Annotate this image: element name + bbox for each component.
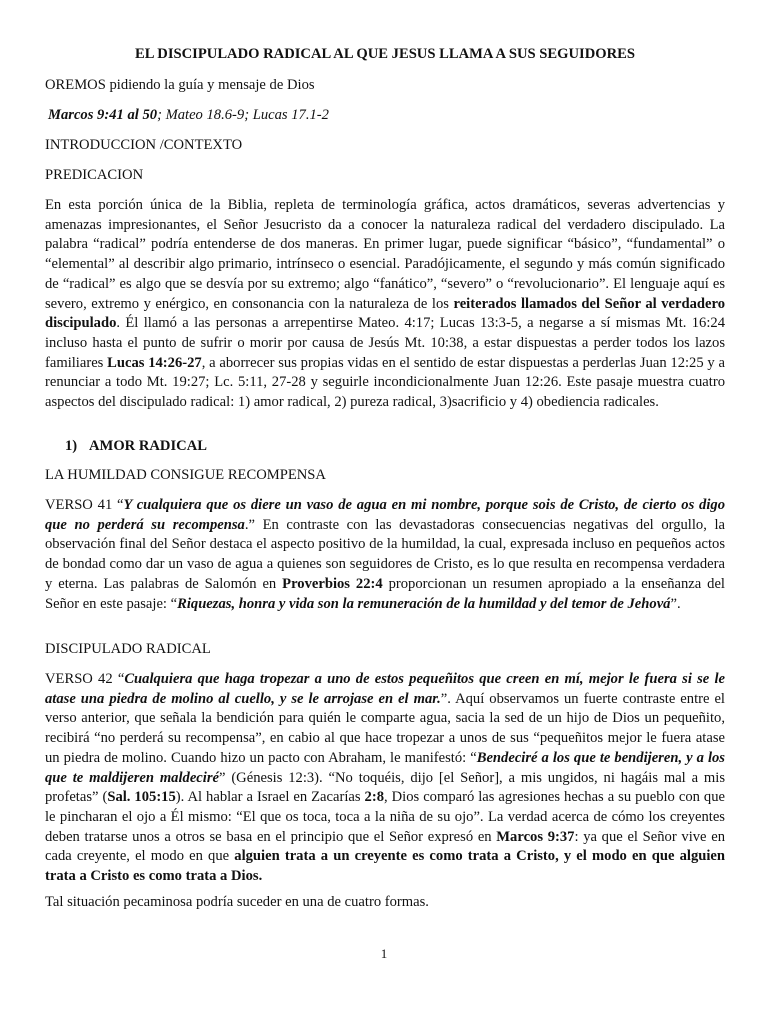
v42-text-3: ). Al hablar a Israel en Zacarías xyxy=(175,789,365,806)
closing-line: Tal situación pecaminosa podría suceder en una de cuatro formas. xyxy=(45,894,429,910)
intro-text-2: . Él llamó a las personas a arrepentirse Mateo. 4:17; Lucas 13:3-5, a negarse a sí mismas Mt. 16:24 incluso hasta el punto de sufrir o morir por causa de Jesús Mt. 10:38, a estar dispuestas a perder todos los lazos familiares xyxy=(45,315,725,371)
v42-reference-1: Sal. 105:15 xyxy=(107,789,176,806)
section-1-heading xyxy=(65,437,745,457)
humility-heading: LA HUMILDAD CONSIGUE RECOMPENSA xyxy=(45,467,326,483)
page-number: 1 xyxy=(380,946,388,961)
section-1-number: 1) xyxy=(65,438,78,454)
v42-reference-3: Marcos 9:37 xyxy=(496,828,575,845)
v41-quote: Y cualquiera que os diere un vaso de agua en mi nombre, porque sois de Cristo, de cierto os digo que no perderá su recompensa xyxy=(45,497,726,533)
verse-42-paragraph xyxy=(45,670,725,887)
v42-text-2: ” (Génesis 12:3). “No toquéis, dijo [el Señor], a mis ungidos, ni hagáis mal a mis profetas” ( xyxy=(45,769,725,806)
v42-bold-conclusion: alguien trata a un creyente es como trata a Cristo, y el modo en que alguien trata a Cristo es como trata a Dios. xyxy=(45,848,725,885)
other-references: ; Mateo 18.6-9; Lucas 17.1-2 xyxy=(157,107,329,123)
v42-prefix: VERSO 42 “ xyxy=(45,671,125,687)
v41-reference: Proverbios 22:4 xyxy=(282,575,383,592)
section-1-label: AMOR RADICAL xyxy=(89,438,207,454)
v42-text-5: : ya que el Señor vive en cada creyente, el modo en que xyxy=(45,828,725,865)
intro-text-1: En esta porción única de la Biblia, repleta de terminología gráfica, actos dramáticos, severas advertencias y amenazas impresionantes, el Señor Jesucristo da a conocer la naturaleza radical del verdadero discipulado. La palabra “radical” podría entenderse de dos maneras. En primer lugar, puede significar “básico”, “fundamental” o “elemental” al describir algo primario, intrínseco o esencial. Paradójicamente, el segundo y más común significado de “radical” es algo que se desvía por su extremo; algo “fanático”, “severo” o “revolucionario”. El lenguaje aquí es severo, extremo y enérgico, en consonancia con la naturaleza de los xyxy=(45,197,725,312)
v41-quote-2: Riquezas, honra y vida son la remuneración de la humildad y del temor de Jehová xyxy=(177,595,671,612)
intro-text-3: , a aborrecer sus propias vidas en el sentido de estar dispuestas a perderlas Juan 12:25 y a renunciar a todo Mt. 19:27; Lc. 5:11, 27-28 y seguirle incondicionalmente Juan 12:26. Este pasaje muestra cuatro aspectos del discipulado radical: 1) amor radical, 2) pureza radical, 3)sacrificio y 4) obediencia radicales. xyxy=(45,354,725,411)
v42-text: ”. Aquí observamos un fuerte contraste entre el verso anterior, que señala la bendición para quién le comparte agua, sacia la sed de un hijo de Dios un pequeñito, recibirá “no perderá su recompensa”, en cabio al que hace tropezar a unos de sus “pequeñitos mejor le fuera atase un piedra de molino. Cuando hizo un pacto con Abraham, le manifestó: “ xyxy=(45,690,725,766)
intro-paragraph xyxy=(45,196,725,413)
v41-text-2: proporcionan un resumen apropiado a la enseñanza del Señor en este pasaje: “ xyxy=(45,575,725,612)
v41-end: ”. xyxy=(670,595,681,612)
verse-41-paragraph xyxy=(45,496,725,614)
prayer-line: OREMOS pidiendo la guía y mensaje de Dios xyxy=(45,77,315,93)
intro-bold-1: reiterados llamados del Señor al verdadero discipulado xyxy=(45,295,725,332)
v42-reference-2: 2:8 xyxy=(364,789,384,806)
main-reference: Marcos 9:41 al 50 xyxy=(48,107,158,123)
v41-prefix: VERSO 41 “ xyxy=(45,497,124,513)
preaching-heading: PREDICACION xyxy=(45,167,144,183)
v41-text: .” En contraste con las devastadoras consecuencias negativas del orgullo, la observación final del Señor destaca el aspecto positivo de la humildad, la cual, expresada incluso en pequeños actos de bondad como dar un vaso de agua a quienes son seguidores de Cristo, es lo que resulta en recompensa verdadera y eterna. Las palabras de Salomón en xyxy=(45,516,725,592)
intro-heading: INTRODUCCION /CONTEXTO xyxy=(45,137,243,153)
discipleship-heading: DISCIPULADO RADICAL xyxy=(45,641,211,657)
v42-quote: Cualquiera que haga tropezar a uno de estos pequeñitos que creen en mí, mejor le fuera si se le atase una piedra de molino al cuello, y se le arrojase en el mar. xyxy=(45,671,725,707)
v42-quote-2: Bendeciré a los que te bendijeren, y a los que te maldijeren maldeciré xyxy=(45,749,725,786)
scripture-references xyxy=(48,106,728,126)
v42-text-4: , Dios comparó las agresiones hechas a su pueblo con que le pincharan el ojo a Él mismo: “El que os toca, toca a la niña de su ojo”. La verdad acerca de cómo los creyentes deben tratarse unos a otros se basa en el principio que el Señor expresó en xyxy=(45,789,725,845)
document-title: EL DISCIPULADO RADICAL AL QUE JESUS LLAMA A SUS SEGUIDORES xyxy=(135,46,635,62)
intro-bold-ref: Lucas 14:26-27 xyxy=(107,354,202,371)
